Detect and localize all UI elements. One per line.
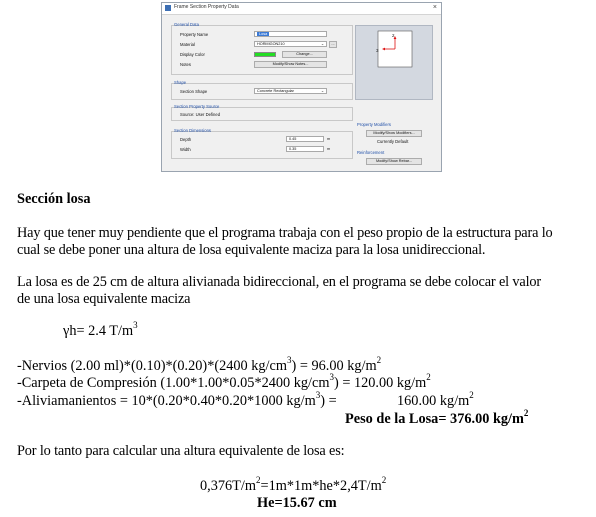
property-name-input[interactable]: Losa bbox=[254, 31, 327, 37]
notes-button[interactable]: Modify/Show Notes... bbox=[254, 61, 327, 68]
aliv-mid: ) = bbox=[320, 393, 337, 409]
carpeta-exp: 3 bbox=[329, 372, 334, 383]
chevron-down-icon: ⌄ bbox=[320, 89, 324, 93]
modifiers-status: Currently Default bbox=[377, 139, 409, 144]
material-label: Material bbox=[180, 42, 195, 47]
peso-losa: Peso de la Losa= 376.00 kg/m bbox=[345, 411, 524, 427]
equation-exp-2: 2 bbox=[381, 475, 387, 486]
carpeta-text: -Carpeta de Compresión (1.00*1.00*0.05*2400 kg/cm bbox=[17, 375, 330, 391]
aliv-text: -Aliviamanientos = 10*(0.20*0.40*0.20*1000 kg/m bbox=[17, 393, 316, 409]
carpeta-line bbox=[17, 372, 431, 392]
depth-input[interactable]: 0.45 bbox=[286, 136, 324, 142]
paragraph-1-line-1: Hay que tener muy pendiente que el programa trabaja con el peso propio de la estructura para lo bbox=[17, 225, 553, 241]
material-select[interactable]: HORMIGON210 ⌄ bbox=[254, 41, 327, 47]
display-color-label: Display Color bbox=[180, 52, 205, 57]
section-heading: Sección losa bbox=[17, 191, 91, 207]
width-input[interactable]: 0.35 bbox=[286, 146, 324, 152]
section-dimensions-label: Section Dimensions bbox=[174, 128, 212, 133]
chevron-down-icon: ⌄ bbox=[320, 42, 324, 46]
peso-losa-line bbox=[345, 408, 529, 428]
gamma-exp: 3 bbox=[133, 320, 138, 331]
nervios-result: ) = 96.00 kg/m bbox=[291, 358, 377, 374]
section-preview bbox=[355, 25, 433, 100]
nervios-exp: 3 bbox=[287, 355, 292, 366]
equation-exp-1: 2 bbox=[256, 475, 261, 486]
depth-unit: m bbox=[327, 137, 331, 141]
equation-line bbox=[200, 475, 387, 495]
display-color-swatch bbox=[254, 52, 276, 57]
frame-section-dialog bbox=[161, 2, 442, 172]
result-line: He=15.67 cm bbox=[257, 495, 337, 511]
property-source-text: Source: User Defined bbox=[180, 112, 221, 117]
aliv-line bbox=[17, 390, 337, 410]
carpeta-result: ) = 120.00 kg/m bbox=[334, 375, 427, 391]
equation-part-1: 0,376T/m bbox=[200, 478, 256, 494]
modify-rebar-button[interactable]: Modify/Show Rebar... bbox=[366, 158, 422, 165]
reinforcement-label: Reinforcement bbox=[357, 150, 385, 155]
notes-label: Notes bbox=[180, 62, 191, 67]
section-shape-label: Section Shape bbox=[180, 89, 208, 94]
shape-label: Shape bbox=[174, 80, 187, 85]
aliv-result-line bbox=[397, 390, 474, 410]
dialog-title: Frame Section Property Data bbox=[174, 4, 239, 10]
gamma-text: γh= 2.4 T/m bbox=[63, 323, 134, 339]
section-shape-select[interactable]: Concrete Rectangular ⌄ bbox=[254, 88, 327, 94]
property-modifiers-label: Property Modifiers bbox=[357, 122, 391, 127]
equation-part-2: =1m*1m*he*2,4T/m bbox=[260, 478, 382, 494]
nervios-text: -Nervios (2.00 ml)*(0.10)*(0.20)*(2400 kg/cm bbox=[17, 358, 288, 374]
paragraph-1-line-2: cual se debe poner una altura de losa equivalente maciza para la losa unidireccional. bbox=[17, 242, 486, 258]
material-browse-button[interactable]: ... bbox=[329, 41, 337, 48]
paragraph-3: Por lo tanto para calcular una altura equivalente de losa es: bbox=[17, 443, 345, 459]
property-name-label: Property Name bbox=[180, 32, 209, 37]
width-label: Width bbox=[180, 147, 191, 152]
nervios-line bbox=[17, 355, 382, 375]
nervios-result-exp: 2 bbox=[376, 355, 382, 366]
change-color-button[interactable]: Change... bbox=[282, 51, 327, 58]
paragraph-2-line-2: de una losa equivalente maciza bbox=[17, 291, 191, 307]
gamma-line bbox=[63, 320, 138, 340]
depth-label: Depth bbox=[180, 137, 192, 142]
aliv-result: 160.00 kg/m bbox=[397, 393, 470, 409]
axis-3-label: 3 bbox=[376, 48, 379, 53]
app-icon bbox=[165, 5, 171, 11]
width-unit: m bbox=[327, 147, 331, 151]
modify-modifiers-button[interactable]: Modify/Show Modifiers... bbox=[366, 130, 422, 137]
general-data-label: General Data bbox=[174, 22, 199, 27]
section-dimensions-group bbox=[171, 131, 353, 159]
peso-losa-exp: 2 bbox=[523, 408, 529, 419]
close-icon[interactable]: × bbox=[432, 4, 437, 11]
property-source-label: Section Property Source bbox=[174, 104, 220, 109]
axis-2-label: 2 bbox=[392, 33, 395, 38]
carpeta-result-exp: 2 bbox=[426, 372, 431, 383]
dialog-titlebar bbox=[162, 3, 441, 15]
aliv-exp: 3 bbox=[315, 390, 321, 401]
aliv-result-exp: 2 bbox=[469, 390, 474, 401]
paragraph-2-line-1: La losa es de 25 cm de altura alivianada bidireccional, en el programa se debe colocar el valor bbox=[17, 274, 542, 290]
